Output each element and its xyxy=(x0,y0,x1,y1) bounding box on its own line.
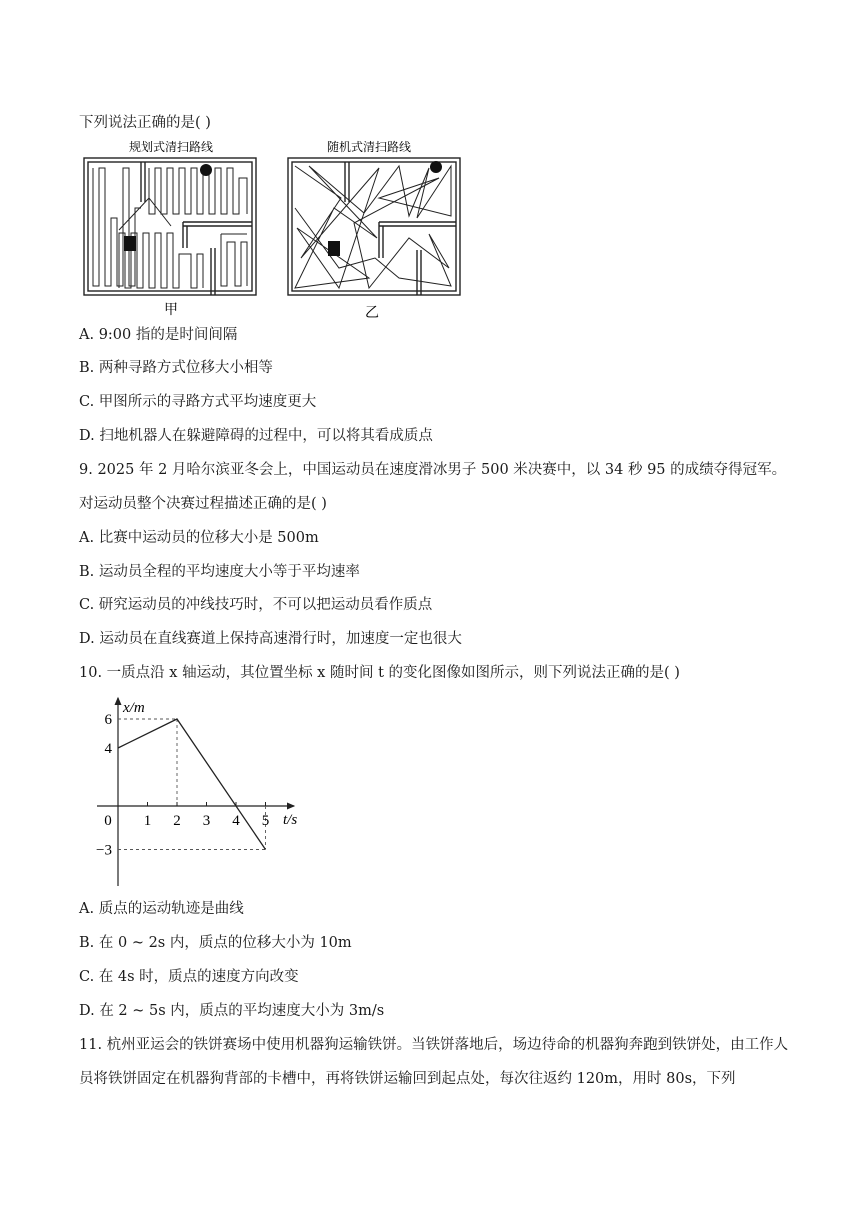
series-line xyxy=(118,719,266,850)
q9-option-a: A. 比赛中运动员的位移大小是 500m xyxy=(79,530,319,546)
y-tick-label: 6 xyxy=(104,712,112,728)
q9-option-d: D. 运动员在直线赛道上保持高速滑行时，加速度一定也很大 xyxy=(79,631,462,647)
x-tick-label: 0 xyxy=(104,813,112,829)
q10-option-b: B. 在 0 ~ 2s 内，质点的位移大小为 10m xyxy=(79,935,352,951)
y-axis-label: x/m xyxy=(123,700,145,716)
cleaning-route-figure xyxy=(79,138,469,320)
random-route-room xyxy=(288,158,460,295)
right-figure-caption: 乙 xyxy=(365,306,379,320)
x-axis-label: t/s xyxy=(283,812,298,828)
left-robot xyxy=(200,164,212,176)
x-tick-label: 1 xyxy=(143,813,152,829)
x-tick-label: 4 xyxy=(232,813,240,829)
q9-option-b: B. 运动员全程的平均速度大小等于平均速率 xyxy=(79,564,360,580)
q8-option-b: B. 两种寻路方式位移大小相等 xyxy=(79,360,273,376)
q10-option-c: C. 在 4s 时，质点的速度方向改变 xyxy=(79,969,299,985)
y-tick-label: 4 xyxy=(104,741,112,757)
q9-stem-line1: 9. 2025 年 2 月哈尔滨亚冬会上，中国运动员在速度滑冰男子 500 米决赛中，以 34 秒 95 的成绩夺得冠军。 xyxy=(79,462,787,478)
q8-option-d: D. 扫地机器人在躲避障碍的过程中，可以将其看成质点 xyxy=(79,428,433,444)
q8-option-a: A. 9:00 指的是时间间隔 xyxy=(79,327,238,343)
q10-stem: 10. 一质点沿 x 轴运动，其位置坐标 x 随时间 t 的变化图像如图所示，则下列说法正确的是( ) xyxy=(79,665,680,681)
right-obstacle xyxy=(328,241,340,256)
left-figure-caption: 甲 xyxy=(164,303,178,318)
x-tick-label: 5 xyxy=(261,813,270,829)
q10-option-d: D. 在 2 ~ 5s 内，质点的平均速度大小为 3m/s xyxy=(79,1003,385,1019)
q10-option-a: A. 质点的运动轨迹是曲线 xyxy=(79,901,244,917)
planned-route-room xyxy=(84,158,256,295)
q8-option-c: C. 甲图所示的寻路方式平均速度更大 xyxy=(79,394,317,410)
position-time-graph xyxy=(79,690,319,890)
q9-option-c: C. 研究运动员的冲线技巧时，不可以把运动员看作质点 xyxy=(79,597,433,613)
right-robot xyxy=(430,161,442,173)
q11-stem: 11. 杭州亚运会的铁饼赛场中使用机器狗运输铁饼。当铁饼落地后，场边待命的机器狗奔跑到铁饼处，由工作人员将铁饼固定在机器狗背部的卡槽中，再将铁饼运输回到起点处，每次往返约 120m，用时 80s，下列 xyxy=(79,1037,789,1087)
left-figure-title: 规划式清扫路线 xyxy=(128,140,214,154)
q8-stem: 下列说法正确的是( ) xyxy=(79,115,211,131)
q9-stem-line2: 对运动员整个决赛过程描述正确的是( ) xyxy=(79,496,327,512)
right-figure-title: 随机式清扫路线 xyxy=(326,140,412,154)
x-tick-label: 3 xyxy=(202,813,211,829)
left-obstacle xyxy=(124,236,136,251)
x-tick-label: 2 xyxy=(173,813,181,829)
y-tick-label: −3 xyxy=(96,842,112,859)
